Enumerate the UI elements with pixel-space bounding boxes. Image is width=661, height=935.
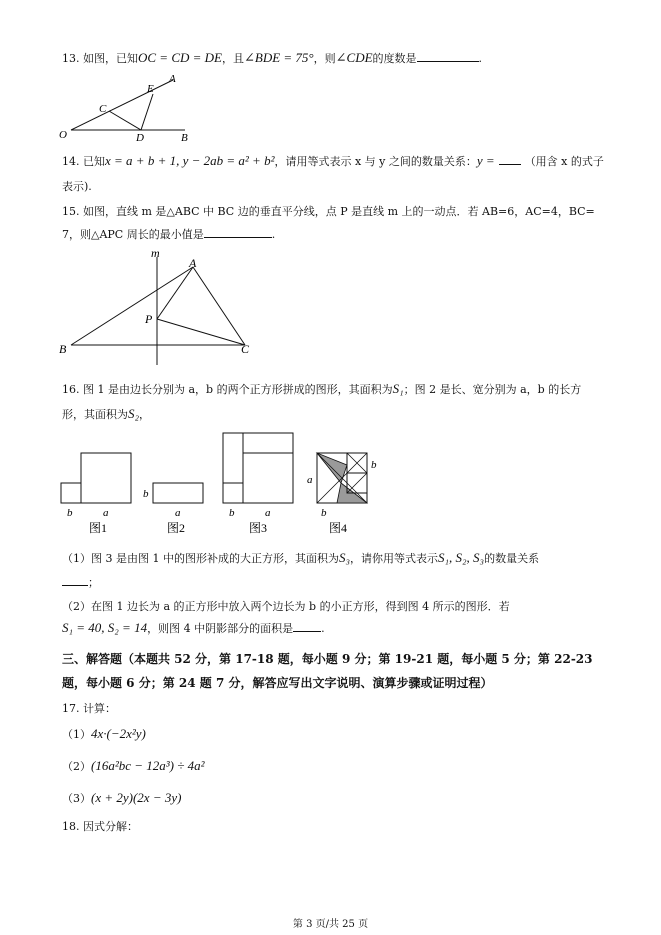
q15-segment-pa bbox=[157, 267, 193, 319]
q14-math-given: x = a + b + 1, y − 2ab = a² + b² bbox=[105, 153, 275, 168]
q16-part1-end: ； bbox=[88, 576, 99, 589]
q16-fig2-caption: 图2 bbox=[167, 521, 186, 535]
q15-text: 7，则△APC 周长的最小值是 bbox=[62, 228, 204, 241]
q13-label-b: B bbox=[181, 132, 188, 144]
q16-part1-line1 bbox=[62, 550, 539, 566]
q16-fig4-label-b-top: b bbox=[371, 459, 377, 471]
q16-part2-line1: （2）在图 1 边长为 a 的正方形中放入两个边长为 b 的小正方形，得到图 4 所示的图形．若 bbox=[62, 600, 510, 613]
q17-title: 17. 计算： bbox=[62, 702, 116, 715]
q15-label-c: C bbox=[241, 342, 250, 356]
q16-fig2-rectangle bbox=[153, 483, 203, 503]
q16-text-d: ， bbox=[139, 408, 151, 421]
q16-fig3-label-a: a bbox=[265, 507, 271, 519]
q16-line1 bbox=[62, 381, 581, 397]
q16-figures bbox=[55, 428, 395, 540]
q18-title: 18. 因式分解： bbox=[62, 820, 138, 833]
q16-fig3-big-square bbox=[223, 433, 293, 503]
q16-fig3-caption: 图3 bbox=[249, 521, 268, 535]
q16-part1-text-c: 的数量关系 bbox=[484, 552, 540, 565]
q16-fig1-large-square bbox=[81, 453, 131, 503]
q16-math-s-list: S₁, S₂, S₃ bbox=[438, 550, 485, 565]
q16-fig1-label-a: a bbox=[103, 507, 109, 519]
q15-figure bbox=[55, 245, 265, 365]
q16-part1-line2 bbox=[62, 574, 99, 590]
q16-fig3-large-square bbox=[243, 453, 293, 503]
section3-header-line1: 三、解答题（本题共 52 分，第 17-18 题，每小题 9 分；第 19-21 题，每小题 5 分；第 22-23 bbox=[62, 652, 593, 666]
q16-fig1-small-square bbox=[61, 483, 81, 503]
q13-text-mid: ，且 bbox=[222, 52, 244, 65]
q13-text: 13. 如图，已知 bbox=[62, 52, 138, 65]
q16-text-a: 16. 图 1 是由边长分别为 a，b 的两个正方形拼成的图形，其面积为 bbox=[62, 383, 393, 396]
q16-fig1 bbox=[61, 453, 131, 535]
q16-text-b: ；图 2 是长、宽分别为 a，b 的长方 bbox=[403, 383, 582, 396]
q16-math-s1: S₁ bbox=[392, 381, 404, 396]
q16-text-c: 形，其面积为 bbox=[62, 408, 128, 421]
q14-line2: 表示). bbox=[62, 180, 92, 193]
q13-label-c: C bbox=[99, 103, 107, 115]
q16-line2 bbox=[62, 406, 150, 422]
q17-part2 bbox=[62, 758, 205, 774]
q14-answer-blank[interactable] bbox=[499, 153, 521, 165]
section3-header-line2: 题，每小题 6 分；第 24 题 7 分，解答应写出文字说明、演算步骤或证明过程） bbox=[62, 676, 493, 690]
q13-label-d: D bbox=[136, 132, 144, 144]
q13-line-oa bbox=[71, 80, 173, 130]
q14-math-y: y = bbox=[476, 153, 495, 168]
q13-answer-blank[interactable] bbox=[417, 50, 479, 62]
q13-segment-cd bbox=[109, 111, 141, 130]
q16-fig4-small-diagonal-2 bbox=[347, 473, 367, 493]
q16-fig3 bbox=[223, 433, 293, 535]
q17-part3-label: （3） bbox=[62, 792, 91, 805]
q17-part3-math: (x + 2y)(2x − 3y) bbox=[91, 790, 182, 805]
q13-label-a: A bbox=[169, 73, 176, 85]
q13-line bbox=[62, 50, 482, 66]
q14-text-mid: ，请用等式表示 x 与 y 之间的数量关系： bbox=[274, 155, 477, 168]
q16-fig4 bbox=[307, 453, 377, 535]
q16-fig4-label-a: a bbox=[307, 474, 313, 486]
q13-math-equal-segments: OC = CD = DE bbox=[138, 50, 222, 65]
q16-fig1-caption: 图1 bbox=[89, 521, 108, 535]
q16-part2-end: . bbox=[321, 622, 325, 635]
q17-part1-math: 4x·(−2x²y) bbox=[91, 726, 146, 741]
q13-figure bbox=[55, 72, 205, 144]
q15-segment-pc bbox=[157, 319, 245, 345]
q13-text-after: 的度数是 bbox=[372, 52, 417, 65]
q16-part1-text-b: ，请你用等式表示 bbox=[350, 552, 439, 565]
q15-answer-blank[interactable] bbox=[204, 226, 272, 238]
q16-part1-text-a: （1）图 3 是由图 1 中的图形补成的大正方形，其面积为 bbox=[62, 552, 339, 565]
q17-part1-label: （1） bbox=[62, 728, 91, 741]
q17-part3 bbox=[62, 790, 181, 806]
q16-fig1-label-b: b bbox=[67, 507, 73, 519]
q13-text-mid2: ，则 bbox=[313, 52, 336, 65]
q13-text-end: . bbox=[478, 52, 483, 65]
q13-math-angle-bde: ∠BDE = 75° bbox=[244, 50, 314, 65]
q17-part2-math: (16a²bc − 12a³) ÷ 4a² bbox=[91, 758, 205, 773]
q15-label-a: A bbox=[189, 256, 197, 270]
q16-part2-text: ，则图 4 中阴影部分的面积是 bbox=[147, 622, 294, 635]
q15-text-end: . bbox=[271, 228, 276, 241]
q13-label-e: E bbox=[147, 83, 154, 95]
q14-text-after: （用含 x 的式子 bbox=[524, 155, 604, 168]
q15-line1: 15. 如图，直线 m 是△ABC 中 BC 边的垂直平分线，点 P 是直线 m 上的一动点．若 AB=6，AC=4，BC= bbox=[62, 205, 595, 218]
q16-math-s3: S₃ bbox=[338, 550, 351, 565]
q16-fig4-label-b-bottom: b bbox=[321, 507, 327, 519]
q16-fig4-caption: 图4 bbox=[329, 521, 348, 535]
q17-part1 bbox=[62, 726, 146, 742]
q16-part1-answer-blank[interactable] bbox=[62, 574, 88, 586]
q15-segment-ac bbox=[193, 267, 245, 345]
q15-label-p: P bbox=[145, 312, 153, 326]
q16-part2-answer-blank[interactable] bbox=[293, 620, 321, 632]
q16-fig2 bbox=[143, 483, 203, 535]
q13-label-o: O bbox=[59, 129, 67, 141]
q16-part2-math: S₁ = 40, S₂ = 14 bbox=[62, 620, 148, 635]
q15-segment-ab bbox=[71, 267, 193, 345]
q15-label-b: B bbox=[59, 342, 67, 356]
q14-line1 bbox=[62, 153, 604, 169]
page-footer: 第 3 页/共 25 页 bbox=[292, 919, 369, 930]
q16-fig3-label-b: b bbox=[229, 507, 235, 519]
q13-math-angle-cde: ∠CDE bbox=[335, 50, 373, 65]
q13-segment-de bbox=[141, 94, 153, 130]
q17-part2-label: （2） bbox=[62, 760, 91, 773]
q16-fig2-label-a: a bbox=[175, 507, 181, 519]
q15-label-m: m bbox=[151, 246, 160, 260]
q16-fig3-small-square bbox=[223, 483, 243, 503]
q14-text: 14. 已知 bbox=[62, 155, 105, 168]
q16-math-s2: S₂ bbox=[128, 406, 140, 421]
q15-line2 bbox=[62, 226, 275, 242]
q16-part2-line2 bbox=[62, 620, 325, 636]
q16-fig2-label-b: b bbox=[143, 488, 149, 500]
